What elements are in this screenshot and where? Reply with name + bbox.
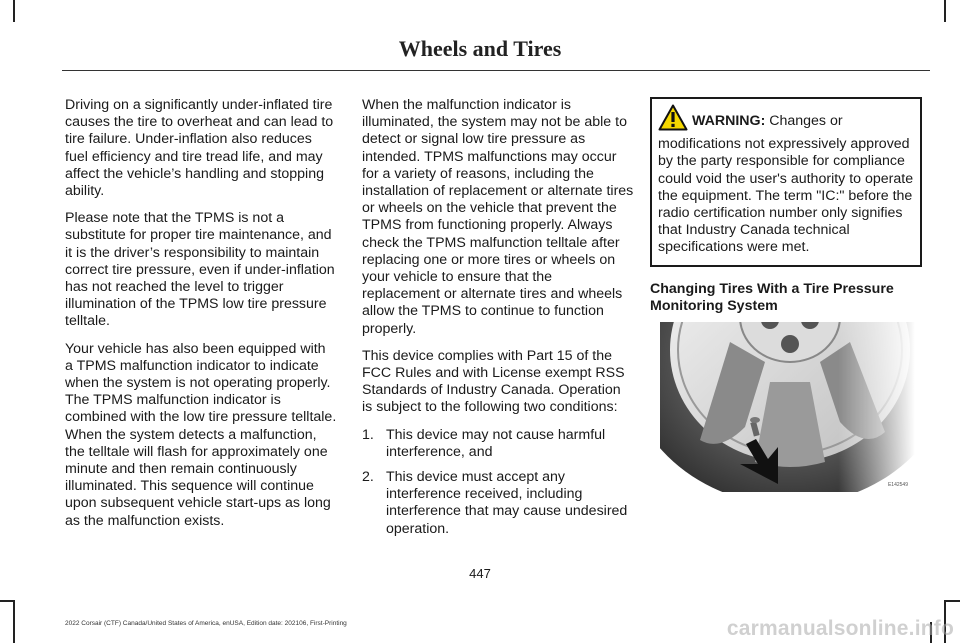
list-item: [362, 469, 634, 538]
warning-text: Changes or modifications not expressively approved by the party responsible for compliance could void the user's authority to operate the equipment. The term "IC:" before the radio certification number only signifies that Industry Canada technical specifications were met.: [658, 113, 914, 256]
column-3: [650, 97, 927, 315]
list-item-number: 2.: [362, 469, 374, 486]
header-rule: [62, 70, 930, 71]
page-title: Wheels and Tires: [398, 36, 562, 61]
illustration-code: E142549: [887, 482, 908, 488]
crop-mark-right-horizontal: [946, 600, 960, 602]
paragraph: Please note that the TPMS is not a substitute for proper tire maintenance, and it is the driver’s responsibility to maintain correct tire pressure, even if under-inflation has not reached the level to trigger illumination of the TPMS low tire pressure telltale.: [65, 210, 335, 330]
list-item-text: This device may not cause harmful interference, and: [386, 426, 606, 460]
page-number: 447: [469, 566, 491, 581]
crop-mark-left-vertical: [13, 600, 15, 643]
column-1: [65, 97, 337, 540]
crop-mark-left-horizontal: [0, 600, 13, 602]
crop-mark-top-left: [13, 0, 15, 22]
warning-label: WARNING:: [692, 113, 766, 129]
conditions-list: [362, 427, 634, 538]
paragraph: This device complies with Part 15 of the FCC Rules and with License exempt RSS Standards of Industry Canada. Operation is subject to the following two conditions:: [362, 347, 625, 416]
watermark-link[interactable]: carmanualsonline.info: [726, 617, 954, 640]
list-item-text: This device must accept any interference received, including interference that may cause undesired operation.: [386, 469, 628, 537]
warning-box: [650, 97, 922, 267]
list-item: [362, 427, 634, 461]
paragraph: When the malfunction indicator is illuminated, the system may not be able to detect or signal low tire pressure as intended. TPMS malfunctions may occur for a variety of reasons, including the installation of replacement or alternate tires or wheels on the vehicle that prevent the TPMS from functioning properly. Always check the TPMS malfunction telltale after replacing one or more tires or wheels on your vehicle to ensure that the replacement or alternate tires and wheels allow the TPMS to continue to function properly.: [362, 97, 634, 337]
column-2: [362, 97, 634, 546]
paragraph: Driving on a significantly under-inflated tire causes the tire to overheat and can lead to tire failure. Under-inflation also reduces fuel efficiency and tire tread life, and may affect the vehicle’s handling and stopping ability.: [65, 97, 334, 200]
list-item-number: 1.: [362, 426, 374, 443]
section-heading: Changing Tires With a Tire Pressure Monitoring System: [650, 280, 894, 314]
paragraph: Your vehicle has also been equipped with a TPMS malfunction indicator to indicate when the system is not operating properly. The TPMS malfunction indicator is combined with the low tire pressure telltale. When the system detects a malfunction, the telltale will flash for approximately one minute and then remain continuously illuminated. This sequence will continue upon subsequent vehicle start-ups as long as the malfunction exists.: [65, 340, 337, 529]
tire-valve-illustration: [660, 322, 915, 492]
crop-mark-top-right: [944, 0, 946, 22]
warning-triangle-icon: [658, 104, 688, 136]
footer-text: 2022 Corsair (CTF) Canada/United States of America, enUSA, Edition date: 202106, First-Printing: [65, 620, 347, 627]
